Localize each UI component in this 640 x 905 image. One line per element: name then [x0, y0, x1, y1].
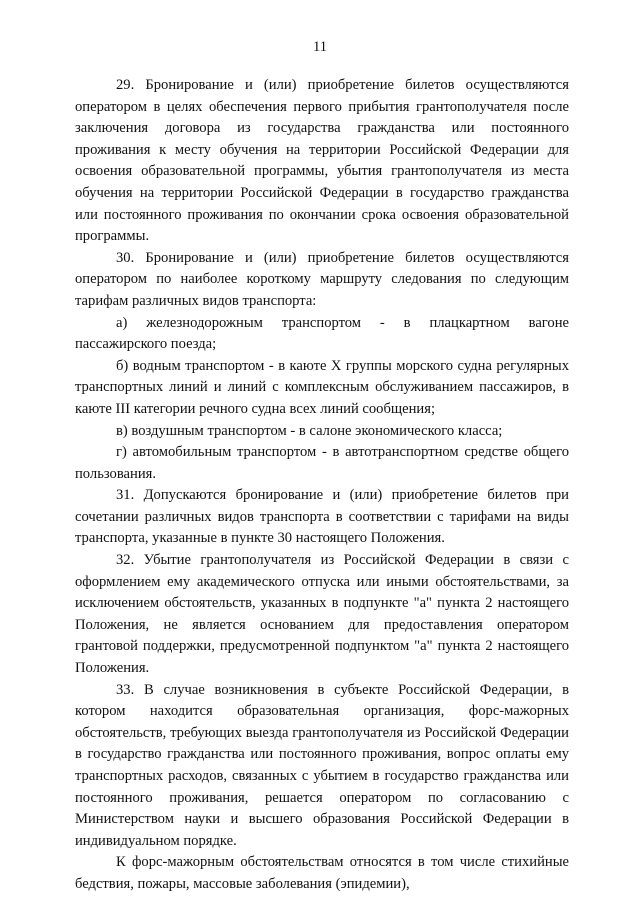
list-item-road: г) автомобильным транспортом - в автотранспортном средстве общего пользования.: [75, 444, 569, 482]
paragraph-29: 29. Бронирование и (или) приобретение билетов осуществляются оператором в целях обеспечения первого прибытия грантополучателя после заключения договора из государства гражданства или постоянного проживания к месту обучения на территории Российской Федерации для освоения образовательной программы, убытия грантополучателя из места обучения на территории Российской Федерации в государство гражданства или постоянного проживания по окончании срока освоения образовательной программы.: [75, 77, 569, 245]
page-number: 11: [313, 39, 327, 55]
list-item-water: б) водным транспортом - в каюте X группы морского судна регулярных транспортных линий и линий с комплексным обслуживанием пассажиров, в каюте III категории речного судна всех линий сообщения;: [75, 357, 569, 417]
list-item-rail: а) железнодорожным транспортом - в плацкартном вагоне пассажирского поезда;: [75, 314, 569, 353]
document-body: [75, 75, 569, 896]
list-item-air: в) воздушным транспортом - в салоне экономического класса;: [116, 422, 503, 439]
paragraph-30: 30. Бронирование и (или) приобретение билетов осуществляются оператором по наиболее короткому маршруту следования по следующим тарифам различных видов транспорта:: [75, 249, 569, 309]
paragraph-force-majeure: К форс-мажорным обстоятельствам относятся в том числе стихийные бедствия, пожары, массовые заболевания (эпидемии),: [75, 854, 569, 892]
paragraph-33: 33. В случае возникновения в субъекте Российской Федерации, в котором находится образовательная организация, форс-мажорных обстоятельств, требующих выезда грантополучателя из Российской Федерации в государство гражданства или постоянного проживания, вопрос оплаты ему транспортных расходов, связанных с убытием в государство гражданства или постоянного проживания, решается оператором по согласованию с Министерством науки и высшего образования Российской Федерации в индивидуальном порядке.: [75, 681, 569, 849]
paragraph-31: 31. Допускаются бронирование и (или) приобретение билетов при сочетании различных видов транспорта в соответствии с тарифами на виды транспорта, указанные в пункте 30 настоящего Положения.: [75, 487, 569, 547]
paragraph-32: 32. Убытие грантополучателя из Российской Федерации в связи с оформлением ему академического отпуска или иными обстоятельствами, за исключением обстоятельств, указанных в подпункте "а" пункта 2 настоящего Положения, не является основанием для предоставления оператором грантовой поддержки, предусмотренной подпунктом "а" пункта 2 настоящего Положения.: [75, 552, 569, 677]
